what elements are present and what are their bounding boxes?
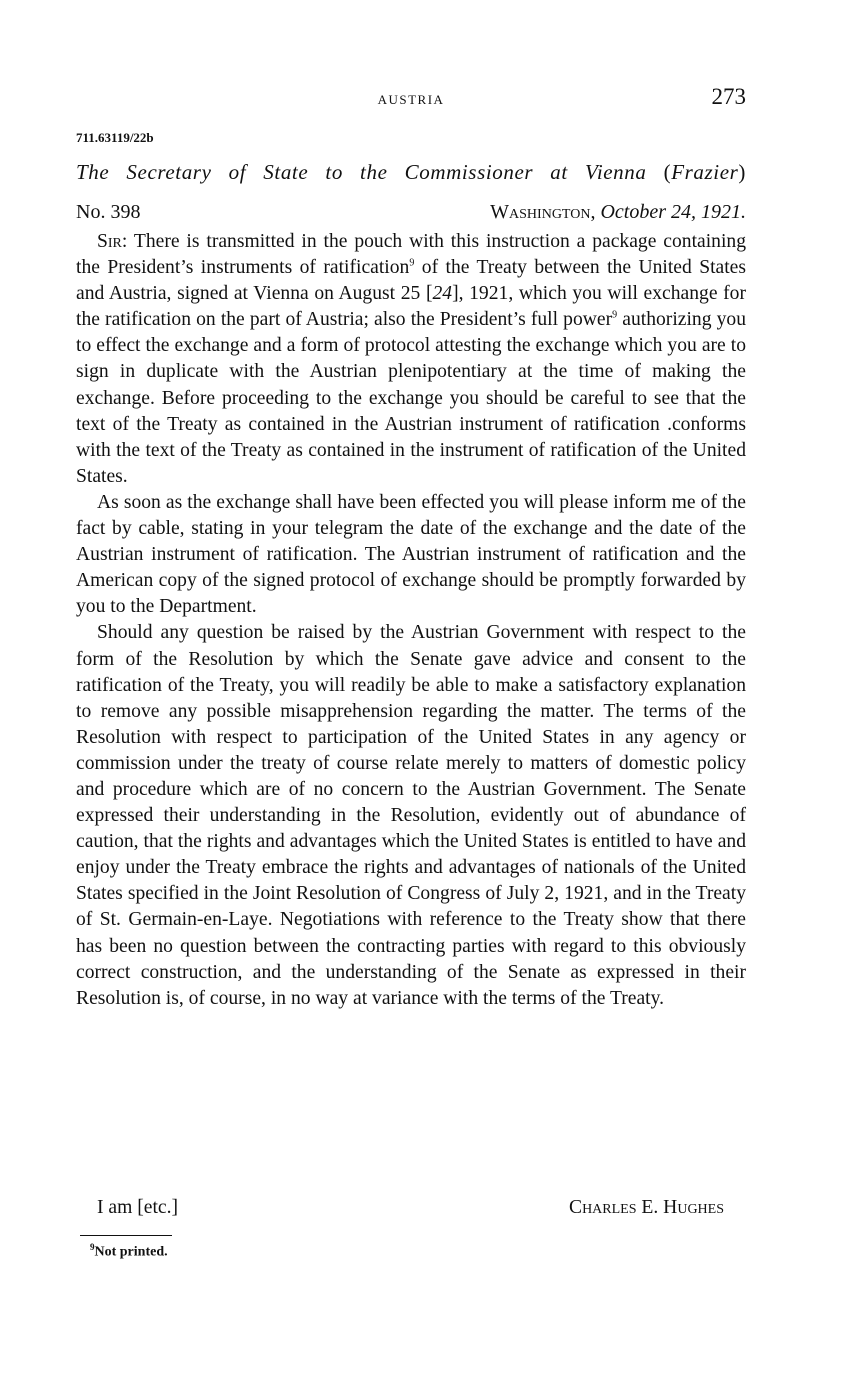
footnote-rule [80,1235,172,1236]
footnote-mark: 9 [90,1242,95,1252]
bracketed-correction: 24 [432,283,453,305]
paragraph-1-text-c: ], 1921, which you will exchange for the ratification on the part of Austria; also the President’s full power [76,283,746,331]
complimentary-close: I am [etc.] [97,1197,179,1218]
closing [76,1197,746,1223]
salutation: Sir [97,231,122,252]
place: Washington, [490,201,596,223]
instruction-number: No. 398 [76,201,141,223]
title-recipient-name: Frazier [671,160,739,184]
title-text: The Secretary of State to the Commissioner at Vienna [76,160,664,184]
signature: Charles E. Hughes [569,1197,724,1218]
date: October 24, 1921. [600,201,746,223]
footnote-reference: 9 [612,309,618,321]
running-head [76,84,746,114]
title-paren-close: ) [738,160,746,184]
paragraph-1 [76,229,746,490]
footnote-reference: 9 [409,257,415,269]
footnote [90,1242,168,1261]
title-paren-open: ( [663,160,672,184]
footnote-text: Not printed. [94,1244,168,1260]
place-and-date [490,201,746,224]
dateline [76,201,746,227]
paragraph-1-text-a: : There is transmitted in the pouch with this instruction a package containing the President’s instruments of ratification [76,231,746,279]
file-number: 711.63119/22b [76,130,154,145]
paragraph-3: Should any question be raised by the Austrian Government with respect to the form of the Resolution by which the Senate gave advice and consent to the ratification of the Treaty, you will readily be able to make a satisfactory explanation to remove any possible misapprehension regarding the matter. The terms of the Resolution with respect to participation of the United States in any agency or commission under the treaty of course relate merely to matters of domestic policy and procedure which are of no concern to the Austrian Government. The Senate expressed their understanding in the Resolution, evidently out of abundance of caution, that the rights and advantages which the United States is entitled to have and enjoy under the Treaty embrace the rights and advantages of nationals of the United States specified in the Joint Resolution of Congress of July 2, 1921, and in the Treaty of St. Germain-en-Laye. Negotiations with reference to the Treaty show that there has been no question between the contracting parties with regard to this obviously correct construction, and the understanding of the Senate as expressed in their Resolution is, of course, in no way at variance with the terms of the Treaty. [76,622,746,1009]
letter-body [76,229,746,1012]
paragraph-2: As soon as the exchange shall have been effected you will please inform me of the fact by cable, stating in your telegram the date of the exchange and the date of the Austrian instrument of ratification. The Austrian instrument of ratification and the American copy of the signed protocol of exchange should be promptly forwarded by you to the Department. [76,491,746,618]
paragraph-1-text-b: of the Treaty between the United States and Austria, signed at Vienna on August 25 [ [76,257,747,305]
page-number: 273 [711,84,746,109]
paragraph-1-text-d: authorizing you to effect the exchange and a form of protocol attesting the exchange which you are to sign in duplicate with the Austrian plenipotentiary at the time of making the exchange. Before proceeding to the exchange you should be careful to see that the text of the Treaty as contained in the Austrian instrument of ratification .conforms with the text of the Treaty as contained in the instrument of ratification of the United States. [76,309,747,487]
document-title [76,160,746,185]
running-title: AUSTRIA [377,92,445,107]
